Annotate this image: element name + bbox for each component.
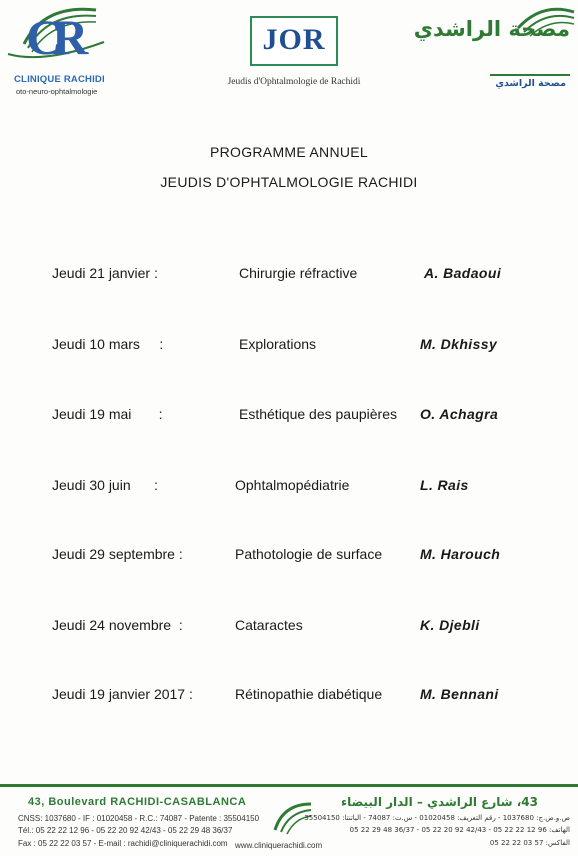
clinic-subtitle: oto-neuro-ophtalmologie xyxy=(16,87,98,96)
arabic-logo-small: مصحة الراشدي xyxy=(495,78,566,89)
schedule-row xyxy=(0,686,578,708)
footer-website[interactable]: www.cliniquerachidi.com xyxy=(235,841,323,850)
schedule-row xyxy=(0,477,578,499)
document-title: PROGRAMME ANNUEL xyxy=(209,144,369,160)
schedule-row xyxy=(0,617,578,639)
session-topic: Esthétique des paupières xyxy=(239,406,397,422)
session-speaker: M. Bennani xyxy=(420,686,499,702)
footer-divider xyxy=(0,784,578,787)
session-date: Jeudi 19 janvier 2017 : xyxy=(52,686,193,702)
session-topic: Cataractes xyxy=(235,617,303,633)
clinic-name: CLINIQUE RACHIDI xyxy=(14,74,105,85)
footer-fax-email: Fax : 05 22 22 03 57 - E-mail : rachidi@cliniquerachidi.com xyxy=(18,839,228,848)
jor-caption: Jeudis d'Ophtalmologie de Rachidi xyxy=(227,77,361,87)
session-speaker: K. Djebli xyxy=(420,617,480,633)
session-speaker: M. Harouch xyxy=(420,546,501,562)
schedule-row xyxy=(0,406,578,428)
jor-logo xyxy=(250,16,338,66)
session-speaker: O. Achagra xyxy=(420,406,499,422)
session-date: Jeudi 24 novembre : xyxy=(52,617,183,633)
session-speaker: L. Rais xyxy=(420,477,469,493)
session-date: Jeudi 19 mai : xyxy=(52,406,163,422)
session-speaker: M. Dkhissy xyxy=(420,336,498,352)
footer-registration-arabic: ص.و.ض.ج: 1037680 - رقم التعريف: 01020458 - س.ت: 74087 - الباتنتا: 35504150 xyxy=(304,814,570,822)
session-date: Jeudi 29 septembre : xyxy=(52,546,183,562)
footer-fax-arabic: الفاكس: 57 03 22 22 05 xyxy=(489,839,570,847)
clinique-rachidi-logo xyxy=(4,2,114,100)
schedule-row xyxy=(0,265,578,287)
session-topic: Rétinopathie diabétique xyxy=(235,686,383,702)
schedule-row xyxy=(0,546,578,568)
footer-registration: CNSS: 1037680 - IF : 01020458 - R.C.: 74087 - Patente : 35504150 xyxy=(18,814,260,823)
logo-monogram: CR xyxy=(26,9,79,65)
session-speaker: A. Badaoui xyxy=(424,265,502,281)
schedule-row xyxy=(0,336,578,358)
footer-address-arabic: 43، شارع الراشدي – الدار البيضاء xyxy=(341,795,538,809)
arabic-logo-large: مصحة الراشدي xyxy=(413,17,570,41)
footer-phone: Tél.: 05 22 22 12 96 - 05 22 20 92 42/43 - 05 22 29 48 36/37 xyxy=(18,826,233,835)
session-topic: Explorations xyxy=(239,336,317,352)
document-subtitle: JEUDIS D'OPHTALMOLOGIE RACHIDI xyxy=(160,174,418,190)
session-date: Jeudi 21 janvier : xyxy=(52,265,158,281)
footer-phone-arabic: الهاتف: 96 12 22 22 05 - 42/43 92 20 22 05 - 36/37 48 29 22 05 xyxy=(349,826,570,834)
jor-logo-text: JOR xyxy=(262,23,326,56)
session-date: Jeudi 10 mars : xyxy=(52,336,164,352)
session-topic: Chirurgie réfractive xyxy=(239,265,358,281)
session-topic: Pathotologie de surface xyxy=(235,546,383,562)
arabic-logo xyxy=(413,2,576,100)
session-topic: Ophtalmopédiatrie xyxy=(235,477,350,493)
footer-address: 43, Boulevard RACHIDI-CASABLANCA xyxy=(28,796,247,808)
session-date: Jeudi 30 juin : xyxy=(52,477,158,493)
logo-divider xyxy=(490,74,570,76)
